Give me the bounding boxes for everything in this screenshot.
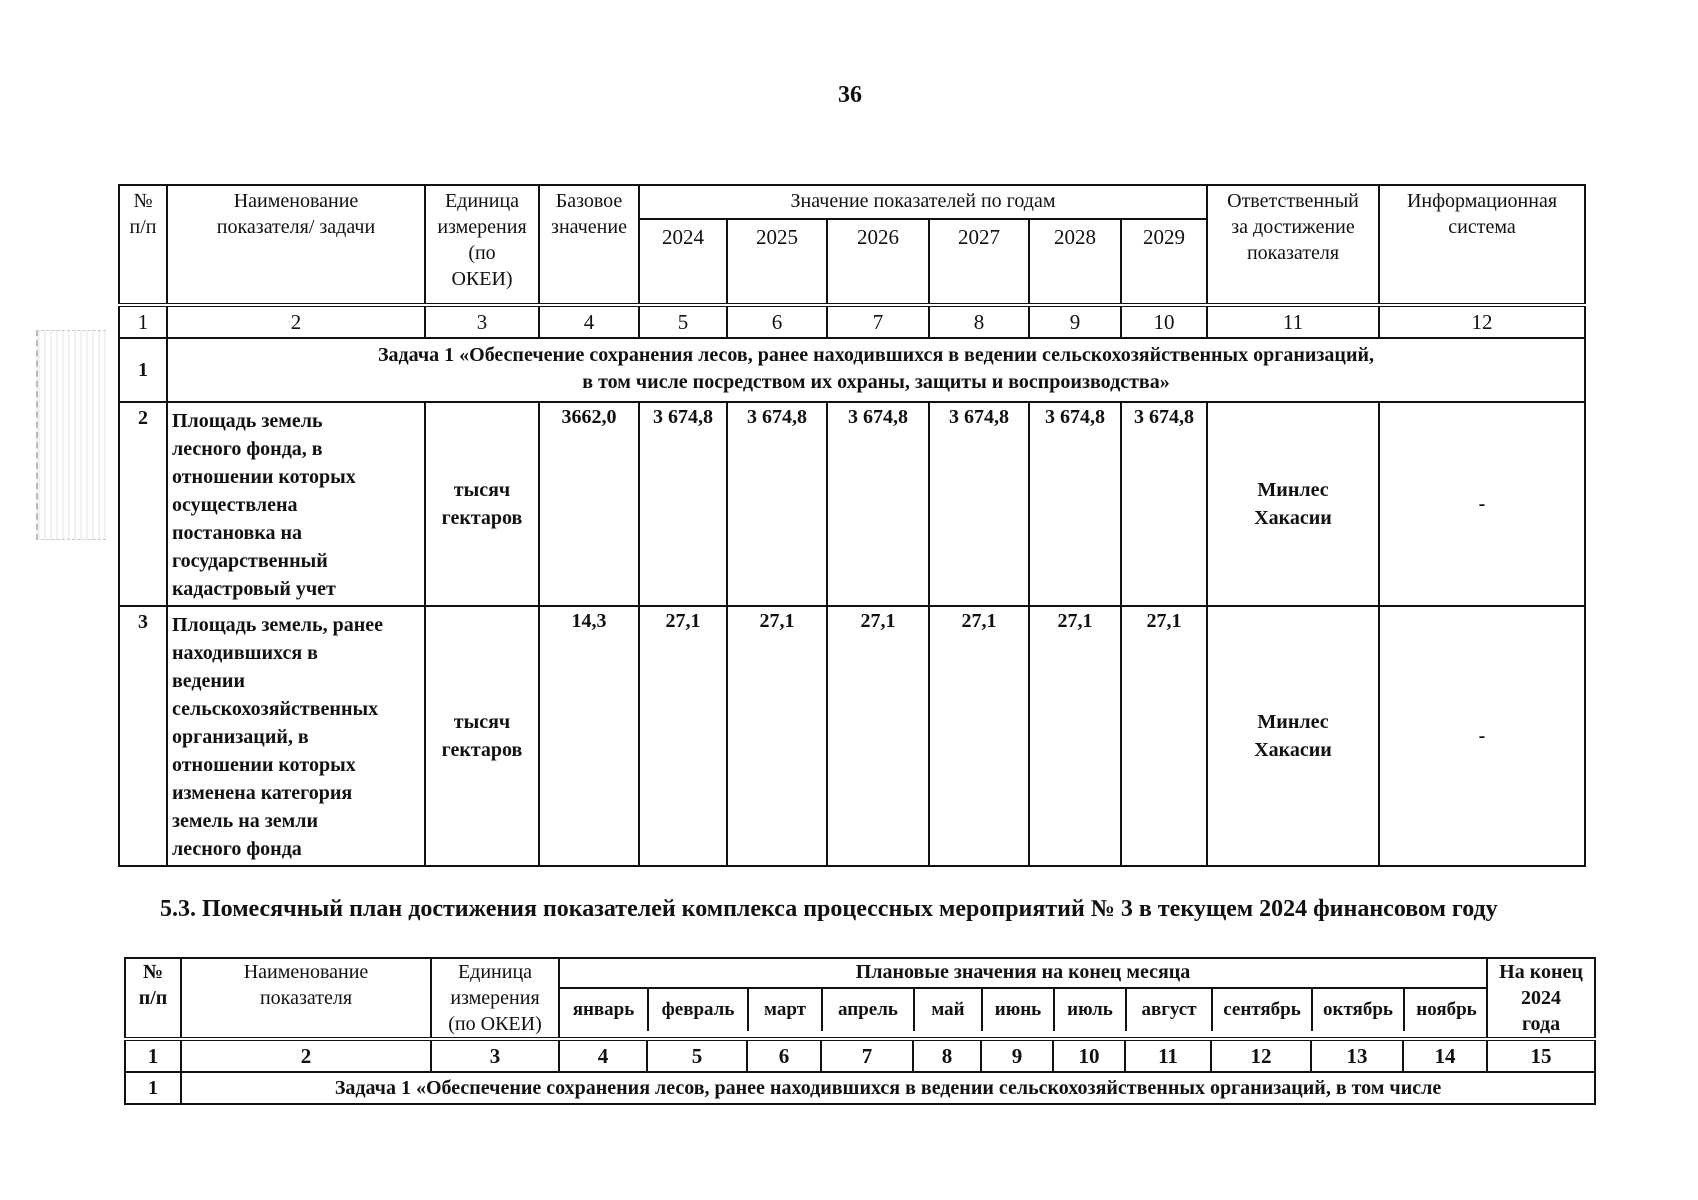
header-month: март (748, 989, 822, 1031)
scan-stamp-mark (36, 330, 106, 540)
row-responsible: Минлес Хакасии (1207, 606, 1379, 866)
row-year-value: 3 674,8 (1029, 402, 1121, 606)
row-year-value: 3 674,8 (1121, 402, 1207, 606)
column-number: 11 (1207, 305, 1379, 338)
task-index: 1 (119, 338, 167, 402)
column-number: 3 (431, 1039, 559, 1072)
header-month: апрель (822, 989, 914, 1031)
header-month: август (1126, 989, 1212, 1031)
row-year-value: 27,1 (727, 606, 827, 866)
row-index: 3 (119, 606, 167, 866)
header-year: 2026 (827, 219, 929, 305)
months-row (560, 989, 1488, 1031)
row-year-value: 3 674,8 (929, 402, 1029, 606)
column-number: 6 (727, 305, 827, 338)
header-plan-title: Плановые значения на конец месяца (559, 958, 1487, 988)
column-number-row (125, 1039, 1595, 1072)
header-row (119, 185, 1585, 219)
column-number: 14 (1403, 1039, 1487, 1072)
column-number: 9 (1029, 305, 1121, 338)
column-number: 12 (1379, 305, 1585, 338)
row-name: Площадь земель лесного фонда, в отношении которых осуществлена постановка на государственный кадастровый учет (167, 402, 425, 606)
header-month: июль (1054, 989, 1126, 1031)
row-year-value: 3 674,8 (727, 402, 827, 606)
column-number: 12 (1211, 1039, 1311, 1072)
task-index: 1 (125, 1072, 181, 1104)
task-text: Задача 1 «Обеспечение сохранения лесов, ранее находившихся в ведении сельскохозяйственных организаций, в том числе посредством их охраны, защиты и воспроизводства» (167, 338, 1585, 402)
header-month: февраль (648, 989, 748, 1031)
row-year-value: 27,1 (1121, 606, 1207, 866)
header-month: май (914, 989, 982, 1031)
column-number: 1 (125, 1039, 181, 1072)
header-base: Базовое значение (539, 185, 639, 305)
column-number: 6 (747, 1039, 821, 1072)
row-unit: тысяч гектаров (425, 402, 539, 606)
header-year: 2027 (929, 219, 1029, 305)
row-index: 2 (119, 402, 167, 606)
task-row (119, 338, 1585, 402)
column-number: 1 (119, 305, 167, 338)
row-info-system: - (1379, 402, 1585, 606)
page-number: 36 (838, 82, 862, 108)
row-year-value: 27,1 (827, 606, 929, 866)
column-number-row (119, 305, 1585, 338)
column-number: 5 (647, 1039, 747, 1072)
column-number: 9 (981, 1039, 1053, 1072)
header-year: 2028 (1029, 219, 1121, 305)
row-name: Площадь земель, ранее находившихся в ведении сельскохозяйственных организаций, в отношении которых изменена категория земель на земли лесного фонда (167, 606, 425, 866)
column-number: 3 (425, 305, 539, 338)
header-name: Наименование показателя (181, 958, 431, 1039)
header-month: январь (560, 989, 648, 1031)
header-month: сентябрь (1212, 989, 1312, 1031)
indicators-table (118, 184, 1586, 867)
header-year: 2024 (639, 219, 727, 305)
column-number: 7 (821, 1039, 913, 1072)
column-number: 8 (913, 1039, 981, 1072)
header-num: № п/п (125, 958, 181, 1039)
row-year-value: 3 674,8 (827, 402, 929, 606)
header-num: № п/п (119, 185, 167, 305)
column-number: 15 (1487, 1039, 1595, 1072)
header-name: Наименование показателя/ задачи (167, 185, 425, 305)
column-number: 2 (181, 1039, 431, 1072)
header-info-system: Информационная система (1379, 185, 1585, 305)
row-base-value: 3662,0 (539, 402, 639, 606)
column-number: 5 (639, 305, 727, 338)
column-number: 13 (1311, 1039, 1403, 1072)
header-year: 2029 (1121, 219, 1207, 305)
column-number: 7 (827, 305, 929, 338)
task-text: Задача 1 «Обеспечение сохранения лесов, ранее находившихся в ведении сельскохозяйственных организаций, в том числе (181, 1072, 1595, 1104)
row-year-value: 27,1 (639, 606, 727, 866)
row-responsible: Минлес Хакасии (1207, 402, 1379, 606)
table-row (119, 606, 1585, 866)
header-responsible: Ответственный за достижение показателя (1207, 185, 1379, 305)
monthly-plan-table (124, 957, 1596, 1105)
header-years-title: Значение показателей по годам (639, 185, 1207, 219)
section-title: 5.3. Помесячный план достижения показателей комплекса процессных мероприятий № 3 в текущем 2024 финансовом году (160, 896, 1498, 922)
header-month: октябрь (1312, 989, 1404, 1031)
row-unit: тысяч гектаров (425, 606, 539, 866)
column-number: 2 (167, 305, 425, 338)
column-number: 4 (539, 305, 639, 338)
table-row (119, 402, 1585, 606)
row-year-value: 27,1 (1029, 606, 1121, 866)
row-info-system: - (1379, 606, 1585, 866)
header-month: ноябрь (1404, 989, 1488, 1031)
task-row (125, 1072, 1595, 1104)
header-year: 2025 (727, 219, 827, 305)
row-year-value: 3 674,8 (639, 402, 727, 606)
header-month: июнь (982, 989, 1054, 1031)
column-number: 10 (1053, 1039, 1125, 1072)
row-base-value: 14,3 (539, 606, 639, 866)
header-row (125, 958, 1595, 988)
column-number: 10 (1121, 305, 1207, 338)
header-unit: Единица измерения (по ОКЕИ) (425, 185, 539, 305)
column-number: 4 (559, 1039, 647, 1072)
header-unit: Единица измерения (по ОКЕИ) (431, 958, 559, 1039)
column-number: 11 (1125, 1039, 1211, 1072)
header-year-end: На конец 2024 года (1487, 958, 1595, 1039)
column-number: 8 (929, 305, 1029, 338)
row-year-value: 27,1 (929, 606, 1029, 866)
